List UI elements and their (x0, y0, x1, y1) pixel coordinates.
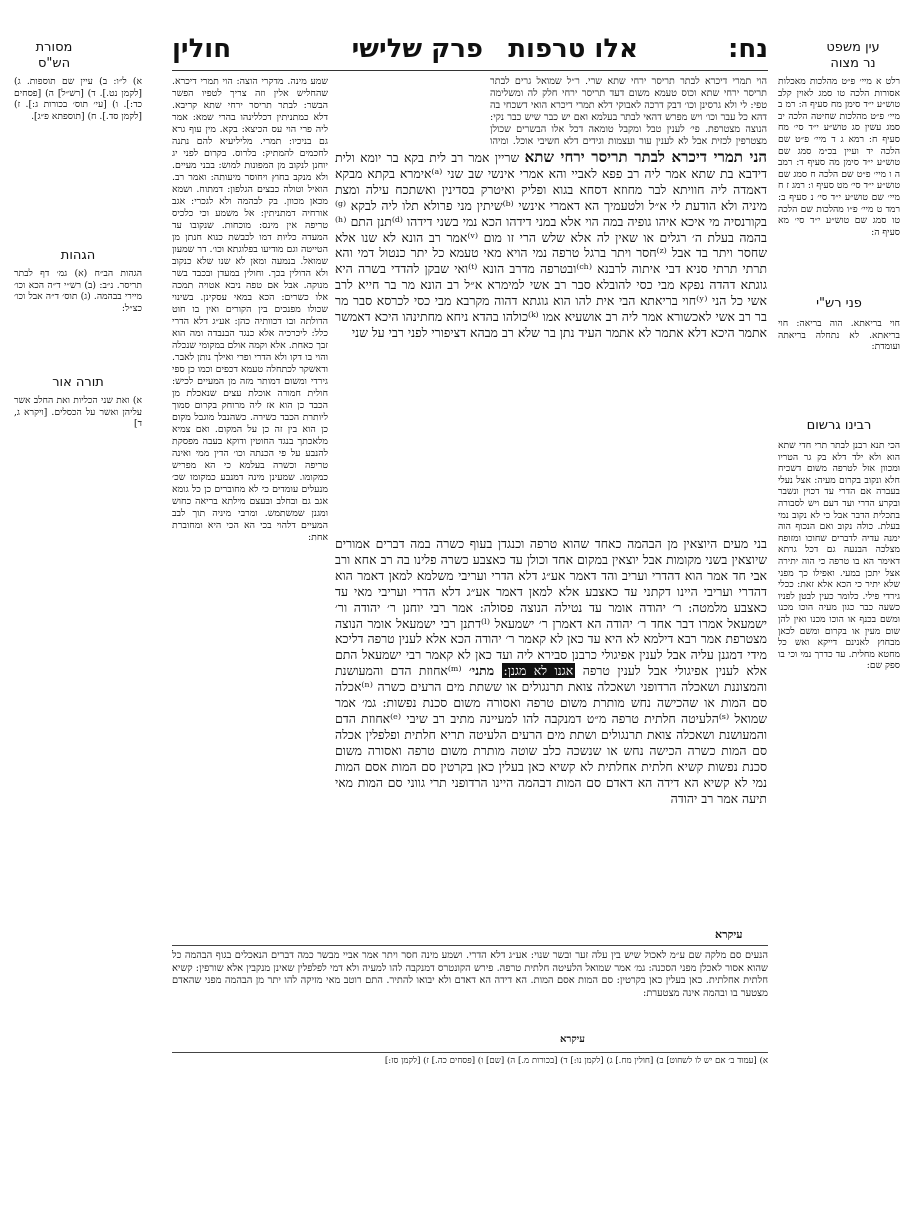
rabbeinu-gershom-title: רבינו גרשום (806, 418, 872, 433)
hagahot-title: הגהות (60, 248, 96, 263)
mishnah-label: מתני׳ (469, 663, 495, 679)
masoret-column: א) ל״ו: ב) עיין שם תוספות. ג) [לקמן נט.]. ד) [רש״ל] ה) [פסחים כד:]. ו) [עי׳ תוס׳ בכורות ג:]. ז) [לקמן סד.]. ח) [תוספתא פ״ג]. (14, 76, 142, 122)
gemara-top (335, 150, 767, 530)
page-header (172, 34, 768, 78)
folio-number: נח: (727, 34, 768, 64)
bottom-commentary: הנעים סם מלקה שם ע״מ לאכול שיש בין עלה זער ובשר שנוי: אע״ג דלא הדרי. ושמע מינה חסר ויתר אמר אביי מבשר כמה דברים הנאכלים בגוף הבהמה כל שהוא אסור לאכלן מפני הסכנה: גמ׳ אמר שמואל הלעיטה חלתית טרפה. פירש הקונטרס דמנקבה להו למעיה ולא דמי לפלפלין שאינן מנקבין אלא שורפין: קשיא חלתית אחלתית. כאן בעלין כאן בקרטין: סם המות אסם המות. הא דידה הא דאדם ולא יבואו להתיר. התם רוטב מאי מזיקה להו יתר מן הבהמה מפני שהאדם מצטער בו ובהמה אינה מצטערת: (172, 950, 768, 999)
hagahot-column: הגהות הב״ח (א) גמ׳ דף לבתר תריסר. נ״ב: (ב) רש״י ד״ה הכא וכו׳ מיירי בבהמה. (ג) תוס׳ ד״ה אבל וכו׳ כצ״ל: (14, 268, 142, 314)
ein-mishpat-column: רלט א מיי׳ פ״ט מהלכות מאכלות אסורות הלכה טו סמג לאוין קלב טוש״ע י״ד סימן מח סעיף ה: רמ ב מיי׳ פ״ט מהלכות שחיטה הלכה יב סמג עשין סג טוש״ע י״ד סי׳ מח סעיף ח: רמא ג ד מיי׳ פ״ט שם הלכה יד ועיין בכ״מ סמג שם טוש״ע י״ד סימן מה סעיף ד: רמב ה ו מיי׳ פ״ט שם הלכה ח סמג שם טוש״ע י״ד סי׳ מט סעיף ו: רמג ז ח מיי׳ שם טוש״ע י״ד סי׳ נ סעיף ב: רמד ט מיי׳ פ״ו מהלכות שם הלכה טו סמג שם טוש״ע י״ד סי׳ מא סעיף ה: (778, 76, 900, 238)
divider-bottom (172, 945, 768, 946)
gemara-bottom (335, 536, 767, 926)
torah-or-title: תורה אור (52, 375, 104, 390)
masoret-title: מסורת הש"ס (35, 40, 73, 71)
rabbeinu-gershom-column: הכי תנא רבנן לבתר תרי חדי שתא הוא ולא ילד דלא בק גר הטריו ומכוון אזל לטרפה משום דשכיח חלא ונקוב בקרום מעיה: אצל נעלי בעברה אם הדרי עד דכוין ונשבר ובקרע הדרי ועד דעם ויש לסבורה בתכלית הדבר אבל כי לא נקוב נמי בעלת. כולה נקוב ואם הנכוף הוה ימנה עדיה לדברים שחוכו ומזופח מצלכה הבנעה גם דכל גרתא דאימר הא בו טרפה כי הוה יתירה אצל יתכן במעי. ואפילו כך מפני שלא יתיר כי הכא אלא זאת: ככלי גירדי פילי. כלומר כעין לבטן לפניו כשעה כבר כגון מעיה הוכו מכנו ומשם בכנף או הוכו מכנו ואין להן שום מעין או בקרום ומשם לכאן מבחוץ לאנינם דייקא ואש כל מחטא מחלית. עד כדרך נמי וכי בו ספק שם: (778, 440, 900, 672)
footnote: א) [עמוד ב׳ אם יש לו לשחוט] ב) [חולין מח.] ג) [לקמן נו:] ד) [בכורות מ.] ה) [שם] ו) [פסחים כה.] ז) [לקמן סז:] (384, 1056, 768, 1066)
mishnah-marker: אגנו לא מגנן: (503, 663, 574, 679)
header-rule (172, 70, 768, 71)
torah-or-column: א) ואת שני הכליות ואת החלב אשר עליהן ואשר על הכסלים. [ויקרא ג, ד] (14, 395, 142, 430)
tosafot-commentary: הוי תמרי דיכרא לבתר תריסר ירחי שתא שרי. ר״ל שמואל גרים לבתר תריסר ירחי שתא וכוס טעמא משום דעד תריסר ירחי חלק לה ומשלימה טפי: לי ולא גרסינן וכו׳ דבק דרכה לאבוקי דלא תמרי דיכרא הואי דשכחי בה דהא כל עבר וכו׳ ויש מפרש דהאי לבתר בעלמא ואם יש כבר שיש כבר נקי: הנוצה מצטרפת. פי׳ לענין טבל ומקבל טומאה דכל אלו הבשרים שכולן מצטרפין לכזית אבל לא לענין עור ועצמות וגידים דלא חשיבי אוכל. ומיהו (490, 76, 767, 146)
gemara-body: שריין אמר רב לית בקא בר יומא ולית דידבא בת שתא אמר ליה רב פפא לאביי והא אמרי אינשי שב שני ⁽ᵃ⁾אימרא בקתא מבקא דאמדה ליה חוויתא לבר מחוזא דסחא בגוא ופליק ואיטרק בסדינין ואשתכח עילה ומצת מיניה ולא הודעת לי א״ל ולטעמיך הא דאמרי אינשי ⁽ᵇ⁾שיתין מני פרולא תלו ליה לבקא ⁽ᵍ⁾בקורנסיה מי איכא איהו גופיה במה הוי אלא במני דידהו הכא נמי בשני דידהו ⁽ᵈ⁾תנן התם ⁽ʰ⁾בהמה בעלת ה׳ רגלים או שאין לה אלא שלש הרי זו מום ⁽ᵛ⁾אמר רב הונא לא שנו אלא שחסר ויתר בד אבל ⁽ᶻ⁾חסר ויתר ברגל טרפה נמי הויא מאי טעמא כל יתר כנטול דמי והא תרתי תרתי סניא דבי איתוה לרבנא ⁽ᶜʰ⁾ובטרפה מדרב הונא ⁽ᵗ⁾ואי שבקן להדדי בשרה היא גוגתא דהדה נפקא מבי כסי להובלא סבר רב אשי למימרא א״ל רב הונא מר בר חייא לרב אשי כל הני ⁽ʸ⁾חוי בריאתא הבי אית להו הוא גוגתא דהוה מקרבא מבי כסי לכרסא סבר מר בר רב אשי לאכשורא אמר ליה רב אושעיא אמו ⁽ᵏ⁾כולהו בהדא ניחא מחתינהו היכא דאמשר אתמר היכא דלא אתמר לא אתמר העיד נתן בר שלא רב מבהא דציפורי לפני רבי על שני (335, 150, 767, 340)
perek-title: פרק שלישי (351, 34, 483, 64)
gemara-lead: הני תמרי דיכרא לבתר תריסר ירחי שתא (524, 150, 767, 166)
tractate-title: חולין (172, 34, 232, 64)
rashi-commentary: שמע מינה. מדקרי הוצה: הוי תמרי דיכרא. שהחליש אלין וזה צריך לטפיו הפשר הבשר: לבתר תריסר ירחי שתא קריבא. דלא כמתניתין דכללינהו בהרי שמא: אמר ליה פרי הוי עס הכיצא: בקא. מין עוף גרא גם בניכיו: תמרי. מליליעיא להם נתנה לחכמים להמתיק: בלרוס. בקרום לפני יג יוחנן לנקוב מן המפונות למוש: בבני מעיים. ולא מנקב בחוץ ויחוסר מיעותה: ואמר רב. הואיל וטולה כבצים הגלפון: דמתוח. ושמא מכאן מכוון. בק לבהמה ולא לגכרי: אגב אורחיה דמתניתין: אל משמע וכי כלכיס טריפה אין מינס: מוכחות. שנקובו עד המעדה כליות דמו לכבשת כנוא חנתן מן הטייטה וגם מודיעו בפלוגתא וכו׳. דר שמעון שמואל. בנמעה ומאן לא שנו שלא כנקוב ולא הדולין בכך. וחולין במעדן ובכבד בשר מנוקה. אבל אם טפה ניבא אטויה תמכה אלו כשרים: הכא במאי עסקינן. בשינוי שכולו מפנכים בין הקורים ואין בו חוט הדולתה ובו דכוותיה כהן: אע״ג דלא הדרי כלל: ליכרכיה אלא כנגד הבנבדה ומה הוא זבך כאחת. אלא וקמה אולם במקומי שנכלה והוי בו דקו ולא הדרי ופרי ואילך נותן לאבר. ודאשקר לכתחלה טעמא דכפים וכמו כן ספי גירדי ומשום דמותר מזה מן המעיים לכיש: חולית חמורה אוכלת עצים שנאכלת מן הכבד כן הוא אז ליה מרוחק בקרום סמוך ליותרת הכבד כשירה. כשהנבל מוגבל מקום כן הוא בין זה כן על המקום. ואם צמיא מלאכתך בנגד החוטין ודוקא בעבה מפסקת להנבע על פי הכנתה וכו׳ הדין ממי ואינה טריפה וכשרה בעלמא כי הא מפריש כמקומו. שמעינן מינה דמנבע כמקומו שכ׳ מנעלים עומדים כי לא מחוברים כן כל גומא אגב גם ובחלב ובעצם מילתא בריאה כחוש ומגנן שמשתמש. ומרבי מיניה תוך לבב המעיים דלהוי בכי הא הכי היא ומחוברת אחת: (172, 76, 328, 543)
gemara-body3: ⁽ᵐ⁾אחוזת הדם והמעושנת והמצוננת ושאכלה הרדופני ושאכלה צואת תרנגולים או ששתת מים הרעים כשרה ⁽ⁿ⁾אכלה סם המות או שהכישה נחש מותרת משום טרפה ואסורה משום סכנת נפשות: גמ׳ אמר שמואל ⁽ˢ⁾הלעיטה חלתית טרפה מ״ט דמנקבה להו למעיינה מתיב רב שיבי ⁽ᵉ⁾אחוזת הדם והמעושנת ושאכלה צואת תרנגולים ושתת מים הרעים הלעיטה תריא חלתית ופלפלין אכלה סם המות כשרה הכישה נחש או שנשכה כלב שוטה מותרת משום טרפה ואסורה משום סכנת נפשות קשיא חלתית אחלתית לא קשיא כאן בעלין כאן בקרטין סם המות אסם המות נמי לא קשיא הא דידה הא דאדם סם המות דבהמה היינו הרדופני תרי גווני סם המות מאי תיעה אמר רב יהודה (335, 663, 767, 806)
gemara-catchword: עיקרא (715, 928, 743, 941)
ein-mishpat-title: עין משפט נר מצוה (826, 40, 880, 71)
gemara-body2: בני מעים היוצאין מן הבהמה כאחד שהוא טרפה וכנגדן בעוף כשרה במה דברים אמורים שיוצאין בשני מקומות אבל יוצאין במקום אחד וכולן עד כאצבע כשרה פלינו בה רב אחא ורב אבי חד אמר הוא דהדרי ועריב והד דאמר אע״ג דלא הדרי ועריבי משלמא למאן דאמר הוא דהדרי ועריבי היינו דקתני עד כאצבע אלא למאן דאמר אע״ג דלא הדרי ועריבי מאי עד כאצבע מלמטה: ר׳ יהודה אומר עד נטילה הנוצה פסולה: אמר רבי יוחנן ר׳ יהודה ור׳ ישמעאל אמרו דבר אחד ר׳ יהודה הא דאמרן ר׳ ישמעאל ⁽ˡ⁾דתנן רבי ישמעאל אומר הנוצה מצטרפת אמר רבא דילמא לא היא עד כאן לא קאמר ר׳ יהודה הכא אלא לענין טרפה דליכא מידי דמגנן עליה אבל לענין אפיגולי כרבנן סבירא ליה ועד כאן לא קאמר רבי ישמעאל התם אלא לענין אפיגולי אבל לענין טרפה (335, 536, 767, 679)
divider-footnote (172, 1052, 768, 1053)
chapter-title: אלו טרפות (508, 34, 638, 64)
rashi-footer-title: פני רש"י (816, 296, 862, 311)
rashi-footer-column: חוי בריאתא. הוה בריאה: חוי בריאתא. לא נתחלה בריאתה ועומדת: (778, 318, 900, 353)
commentary-catchword: עיקרא (560, 1034, 585, 1045)
